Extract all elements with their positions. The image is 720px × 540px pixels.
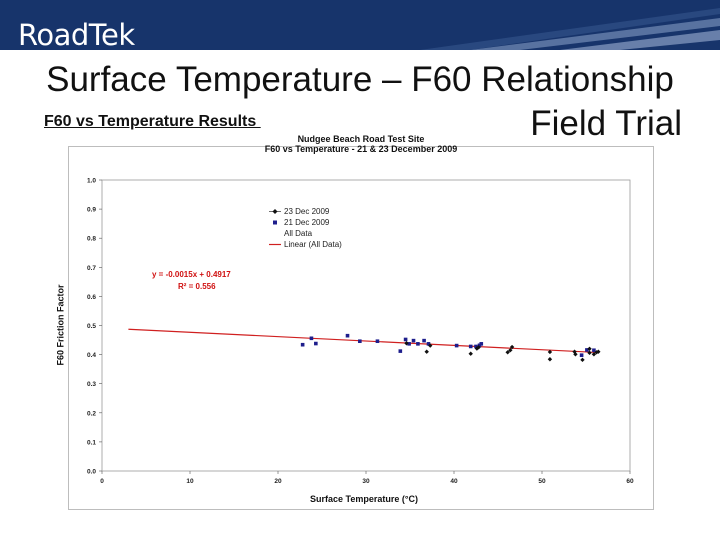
chart-frame (69, 147, 654, 510)
trend-equation: y = -0.0015x + 0.4917 (152, 270, 231, 279)
data-point-21-dec (404, 338, 408, 342)
data-point-21-dec (314, 342, 318, 346)
square-marker-icon (268, 217, 282, 228)
legend-item-23-dec (268, 206, 342, 217)
legend-label: 21 Dec 2009 (284, 218, 330, 227)
diamond-marker-icon (268, 206, 282, 217)
field-trial-subtitle: Field Trial (530, 104, 682, 143)
y-tick-label: 0.4 (86, 352, 96, 360)
y-tick-label: 0.3 (86, 381, 96, 389)
data-point-21-dec (455, 344, 459, 348)
x-tick-label: 20 (274, 478, 282, 485)
x-tick-label: 10 (186, 478, 194, 485)
y-tick-label: 1.0 (86, 177, 96, 185)
chart-subtitle: F60 vs Temperature - 21 & 23 December 2009 (264, 144, 458, 154)
data-point-21-dec (479, 342, 483, 346)
header-band (0, 0, 720, 50)
legend-label: All Data (284, 229, 313, 238)
y-tick-label: 0.5 (86, 323, 96, 330)
y-tick-label: 0.7 (86, 264, 96, 272)
slide-title: Surface Temperature – F60 Relationship (46, 60, 674, 99)
data-point-21-dec (399, 349, 403, 353)
roadtek-logo: RoadTek (18, 18, 135, 50)
chart-title: Nudgee Beach Road Test Site (297, 134, 425, 144)
legend-label: 23 Dec 2009 (284, 207, 330, 216)
y-tick-label: 0.2 (86, 410, 96, 418)
x-tick-label: 40 (450, 478, 458, 485)
y-tick-label: 0.0 (86, 468, 96, 476)
data-point-21-dec (580, 353, 584, 357)
x-tick-label: 50 (538, 478, 546, 485)
data-point-21-dec (310, 337, 314, 341)
data-point-21-dec (358, 339, 362, 343)
results-subtitle: F60 vs Temperature Results (44, 113, 261, 130)
y-tick-label: 0.8 (86, 235, 96, 243)
data-point-21-dec (301, 343, 305, 347)
legend-label: Linear (All Data) (284, 240, 342, 249)
x-tick-label: 60 (626, 478, 634, 485)
x-axis-label: Surface Temperature (°C) (310, 494, 418, 504)
trend-r-squared: R² = 0.556 (178, 282, 216, 291)
chart (55, 134, 654, 510)
data-point-21-dec (412, 339, 416, 343)
legend-item-21-dec (268, 217, 342, 228)
y-tick-label: 0.1 (86, 439, 96, 447)
trendline-marker-icon (268, 239, 282, 250)
data-point-21-dec (346, 334, 350, 338)
chart-legend (268, 206, 342, 250)
data-point-21-dec (416, 342, 420, 346)
chart-canvas (68, 146, 654, 510)
x-tick-label: 0 (100, 478, 104, 485)
y-tick-label: 0.9 (86, 206, 96, 214)
legend-item-all-data (268, 228, 342, 239)
data-point-21-dec (376, 339, 380, 343)
y-tick-label: 0.6 (86, 293, 96, 301)
legend-item-linear (268, 239, 342, 250)
x-tick-label: 30 (362, 478, 370, 485)
data-point-21-dec (469, 345, 473, 349)
data-point-21-dec (422, 339, 426, 343)
y-axis-label: F60 Friction Factor (55, 284, 66, 366)
